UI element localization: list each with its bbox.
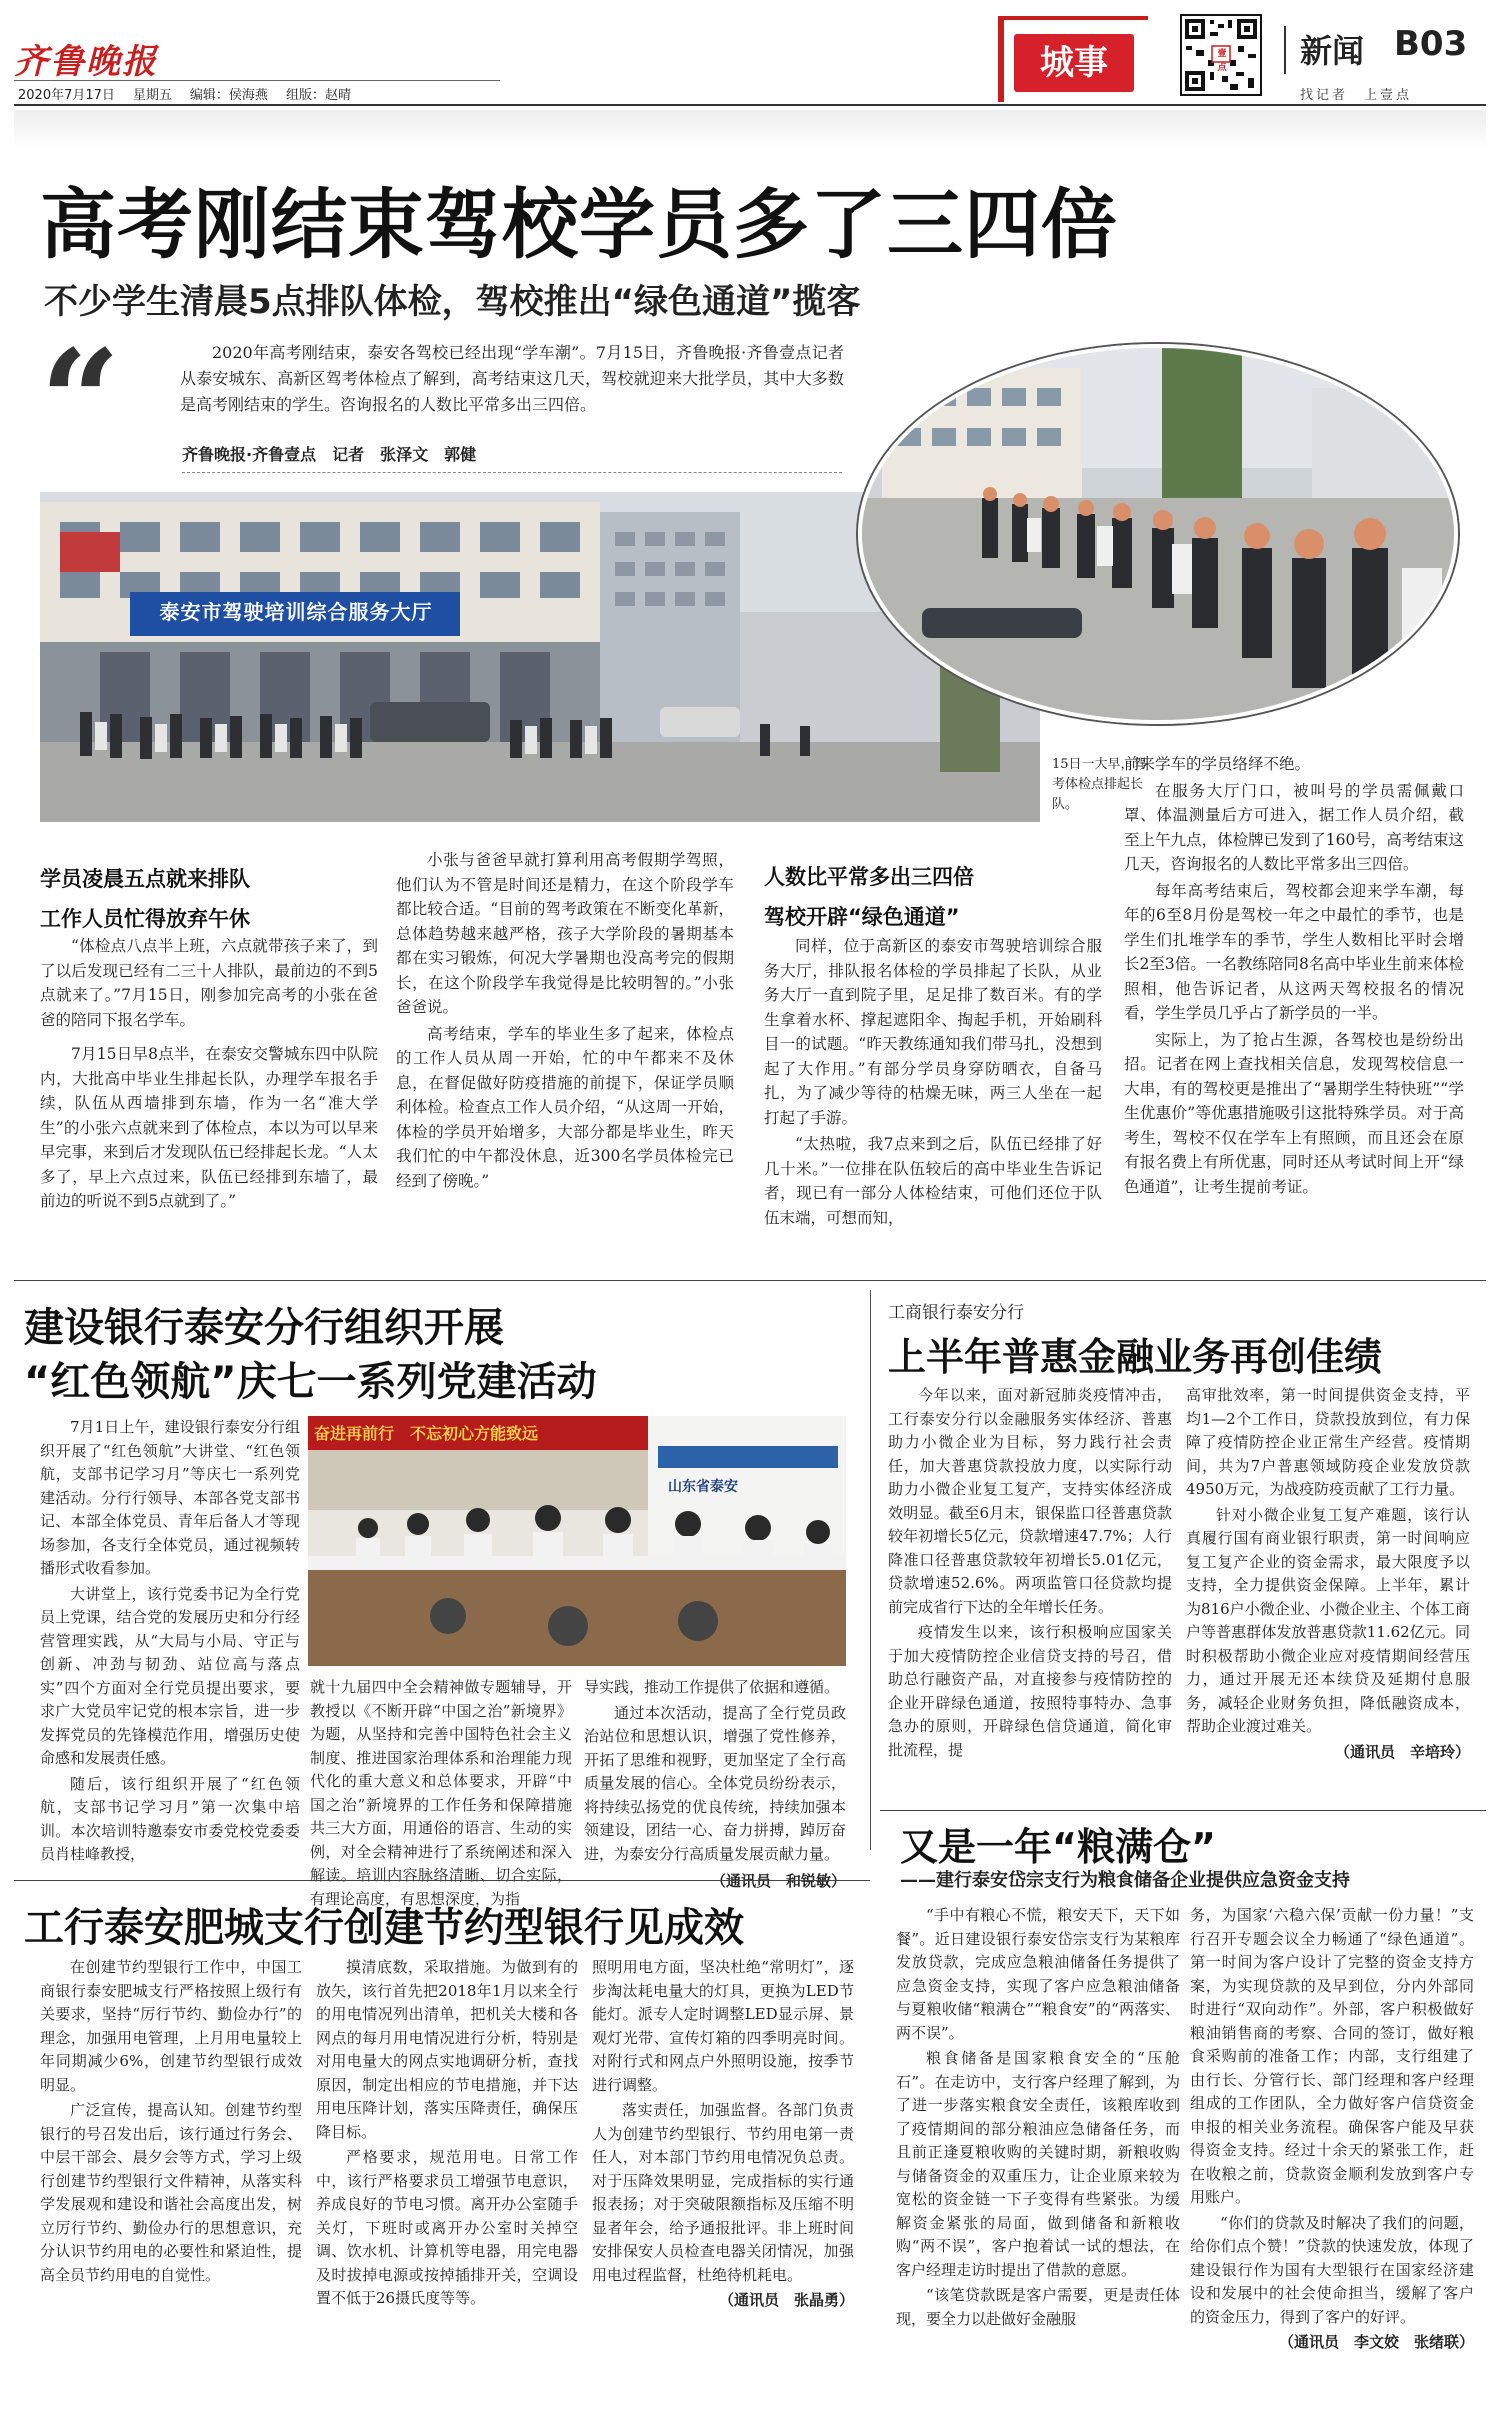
main-headline: 高考刚结束驾校学员多了三四倍	[40, 180, 1118, 269]
editor-credit: 编辑：侯海燕	[189, 88, 268, 103]
article2-col2: 就十九届四中全会精神做专题辅导，开教授以《不断开辟“中国之治”新境界》为题，从坚持和完善中国特色社会主义制度、推进国家治理体系和治理能力现代化的重大意义和总体要求，开辟“中国之治”新境界的工作任务和保障措施共三大方面，用通俗的语言、生动的实例，对全会精神进行了系统阐述和深入解读。培训内容脉络清晰、切合实际，有理论高度，有思想深度，为指	[310, 1678, 572, 1908]
article5-col2: 务，为国家‘六稳六保’贡献一份力量！”支行召开专题会议全力畅通了“绿色通道”。第一时间为客户设计了完整的资金支持方案，为实现贷款的及早到位，分内外部同时进行“双向动作”。外部，客户积极做好粮油销售商的考察、合同的签订，做好粮食采购前的准备工作；内部，支行组建了由行长、分管行长、部门经理和客户经理组成的工作团队，全力做好客户信贷资金申报的相关业务流程。确保客户能及早获得资金支持。经过十余天的紧张工作，赶在收粮之前，贷款资金顺利发放到客户专用账户。 “你们的贷款及时解决了我们的问题，给你们点个赞！”贷款的快速发放，体现了建设银行作为国有大型银行在国家经济建设和发展中的社会使命担当，缓解了客户的资金压力，得到了客户的好评。 （通讯员 李文姣 张绪联）	[1190, 1906, 1474, 2351]
photo-party-meeting	[308, 1416, 846, 1666]
page-number: B03	[1394, 24, 1468, 64]
article2-col1: 7月1日上午，建设银行泰安分行组织开展了“红色领航”大讲堂、“红色领航，支部书记学习月”等庆七一系列党建活动。分行行领导、本部各党支部书记、本部全体党员、青年后备人才等现场参加，各支行全体党员，通过视频转播形式收看参加。 大讲堂上，该行党委书记为全行党员上党课，结合党的发展历史和分行经营管理实践，从“大局与小局、守正与创新、冲劲与韧劲、站位高与落点实”四个方面对全行党员提出要求，要求广大党员牢记党的根本宗旨，进一步发挥党员的先锋模范作用，增强历史使命感和发展责任感。 随后，该行组织开展了“红色领航，支部书记学习月”第一次集中培训。本次培训特邀泰安市委党校党委委员肖桂峰教授，	[40, 1418, 300, 1863]
quote-mark-icon: “	[40, 320, 121, 484]
qr-code-icon: 壹点	[1180, 14, 1262, 96]
article3-col1: 今年以来，面对新冠肺炎疫情冲击，工行泰安分行以金融服务实体经济、普惠助力小微企业为目标，努力践行社会责任，加大普惠贷款投放力度，以实际行动助力小微企业复工复产，支持实体经济成效明显。截至6月末，银保监口径普惠贷款较年初增长5亿元，贷款增速47.7%；人行降准口径普惠贷款较年初增长5.01亿元，贷款增速52.6%。两项监管口径贷款均提前完成省行下达的全年增长任务。 疫情发生以来，该行积极响应国家关于加大疫情防控企业信贷支持的号召，借助总行融资产品，对直接参与疫情防控的企业开辟绿色通道，按照特事特办、急事急办的原则，开辟绿色信贷通道，简化审批流程，提	[888, 1386, 1172, 1759]
issue-weekday: 星期五	[132, 88, 172, 103]
article3-kicker: 工商银行泰安分行	[888, 1303, 1024, 1323]
article1-subhead-1: 学员凌晨五点就来排队 工作人员忙得放弃午休	[40, 867, 250, 931]
article5-col1: “手中有粮心不慌，粮安天下，天下如餐”。近日建设银行泰安岱宗支行为某粮库发放贷款，完成应急粮油储备任务提供了应急资金支持，实现了客户应急粮油储备与夏粮收储“粮满仓”“粮食安”的“两落实、两不误”。 粮食储备是国家粮食安全的“压舱石”。在走访中，支行客户经理了解到，为了进一步落实粮食安全责任，该粮库收到了疫情期间的部分粮油应急储备任务，而且前正逢夏粮收购的关键时期，新粮收购与储备资金的双重压力，让企业原来较为宽松的资金链一下子变得有些紧张。为缓解资金紧张的局面，做到储备和新粮收购“两不误”，客户抱着试一试的想法，在客户经理走访时提出了借款的意愿。 “该笔贷款既是客户需要，更是责任体现，要全力以赴做好金融服	[896, 1906, 1180, 2328]
article3-title: 上半年普惠金融业务再创佳绩	[888, 1335, 1383, 1379]
main-subheadline: 不少学生清晨5点排队体检，驾校推出“绿色通道”揽客	[44, 282, 861, 322]
photo-caption: 15日一大早，驾考体检点排起长队。	[1052, 757, 1147, 812]
article5-title: 又是一年“粮满仓”	[900, 1825, 1216, 1869]
section-tag: 城事	[998, 16, 1148, 102]
newspaper-logo: 齐鲁晚报	[14, 42, 158, 82]
article4-col3: 照明用电方面，坚决杜绝“常明灯”，逐步淘汰耗电量大的灯具，更换为LED节能灯。派专人定时调整LED显示屏、景观灯光带、宣传灯箱的四季明亮时间。对附行式和网点户外照明设施，按季节进行调整。 落实责任，加强监督。各部门负责人为创建节约型银行、节约用电第一责任人，对本部门节约用电情况负总责。对于压降效果明显，完成指标的实行通报表扬；对于突破限额指标及压缩不明显者年会，给予通报批评。非上班时间安排保安人员检查电器关闭情况，加强用电过程监督，杜绝待机耗电。 （通讯员 张晶勇）	[592, 1958, 854, 2309]
article4-col2: 摸清底数，采取措施。为做到有的放矢，该行首先把2018年1月以来全行的用电情况列出清单，把机关大楼和各网点的每月用电情况进行分析，特别是对用电量大的网点实地调研分析，查找原因，制定出相应的节电措施，并下达用电压降计划，落实压降责任，确保压降目标。 严格要求，规范用电。日常工作中，该行严格要求员工增强节电意识，养成良好的节电习惯。离开办公室随手关灯，下班时或离开办公室时关掉空调、饮水机、计算机等电器，用完电器及时拔掉电源或按掉插排开关，空调设置不低于26摄氏度等等。	[316, 1958, 578, 2307]
column-name: 新闻	[1300, 32, 1365, 70]
article1-col1: “体检点八点半上班，六点就带孩子来了，到了以后发现已经有二三十人排队，最前边的不到5点就来了。”7月15日，刚参加完高考的小张在爸爸的陪同下报名学车。 7月15日早8点半，在泰安交警城东四中队院内，大批高中毕业生排起长队，办理学车报名手续，队伍从西墙排到东墙，作为一名“准大学生”的小张六点就来到了体检点，本以为可以早来早完事，来到后才发现队伍已经排起长龙。“人太多了，早上六点过来，队伍已经排到东墙了，最前边的听说不到5点就到了。”	[40, 937, 378, 1210]
article2-title-2: “红色领航”庆七一系列党建活动	[24, 1359, 597, 1405]
article2-title-1: 建设银行泰安分行组织开展	[24, 1305, 504, 1351]
article4-col1: 在创建节约型银行工作中，中国工商银行泰安肥城支行严格按照上级行有关要求，坚持“厉行节约、勤俭办行”的理念，加强用电管理，上月用电量较上年同期减少6%，创建节约型银行成效明显。 广泛宣传，提高认知。创建节约型银行的号召发出后，该行通过行务会、中层干部会、晨夕会等方式，学习上级行创建节约型银行文件精神，从落实科学发展观和建设和谐社会高度出发，树立厉行节约、勤俭办行的思想意识，充分认识节约用电的必要性和紧迫性，提高全员节约用电的自觉性。	[40, 1958, 302, 2284]
article1-subhead-2: 人数比平常多出三四倍 驾校开辟“绿色通道”	[764, 865, 974, 929]
article1-col3: 同样，位于高新区的泰安市驾驶培训综合服务大厅，排队报名体检的学员排起了长队，从业务大厅一直到院子里，足足排了数百米。有的学生拿着水杯、撑起遮阳伞、掏起手机，开始刷科目一的试题。“昨天教练通知我们带马扎，没想到起了大作用。”有部分学员身穿防晒衣，自备马扎，为了减少等待的枯燥无味，两三人坐在一起打起了手游。 “太热啦，我7点来到之后，队伍已经排了好几十米。”一位排在队伍较后的高中毕业生告诉记者，现已有一部分人体检结束，可他们还位于队伍末端，可想而知，	[764, 937, 1102, 1227]
article1-col4: 前来学车的学员络绎不绝。 在服务大厅门口，被叫号的学员需佩戴口罩、体温测量后方可进入，据工作人员介绍，截至上午九点，体检牌已发到了160号，高考结束这几天，咨询报名的人数比平常多出三四倍。 每年高考结束后，驾校都会迎来学车潮，每年的6至8月份是驾校一年之中最忙的季节，也是学生们扎堆学车的季节，学生人数相比平时会增长2至3倍。一名教练陪同8名高中毕业生前来体检照相，他告诉记者，从这两天驾校报名的情况看，学生学员几乎占了新学员的一半。 实际上，为了抢占生源，各驾校也是纷纷出招。记者在网上查找相关信息，发现驾校信息一大串，有的驾校更是推出了“暑期学生特快班”“学生优惠价”等优惠措施吸引这批特殊学员。对于高考生，驾校不仅在学车上有照顾，而且还会在原有报名费上有所优惠，同时还从考试时间上开“绿色通道”，让考生提前考证。	[1124, 755, 1464, 1196]
photo-queue-circle	[858, 344, 1458, 724]
article5-subtitle: ——建行泰安岱宗支行为粮食储备企业提供应急资金支持	[900, 1870, 1350, 1891]
lead-paragraph: 2020年高考刚结束，泰安各驾校已经出现“学车潮”。7月15日，齐鲁晚报·齐鲁壹点记者从泰安城东、高新区驾考体检点了解到，高考结束这几天，驾校就迎来大批学员，其中大多数是高考刚结束的学生。咨询报名的人数比平常多出三四倍。	[180, 343, 844, 414]
article4-title: 工行泰安肥城支行创建节约型银行见成效	[24, 1905, 744, 1951]
byline: 齐鲁晚报·齐鲁壹点 记者 张泽文 郭健	[182, 445, 477, 464]
photo-sign-text: 山东省泰安	[668, 1479, 738, 1495]
article2-col3: 导实践，推动工作提供了依据和遵循。 通过本次活动，提高了全行党员政治站位和思想认识，增强了党性修养，开拓了思维和视野，更加坚定了全行高质量发展的信心。全体党员纷纷表示，将持续弘扬党的优良传统，持续加强本领建设，团结一心、奋力拼搏，踔厉奋进，为泰安分行高质量发展贡献力量。 （通讯员 和锐敏）	[584, 1678, 846, 1890]
photo-banner-text: 奋进再前行 不忘初心方能致远	[314, 1424, 539, 1443]
designer-credit: 组版：赵晴	[285, 88, 351, 103]
article3-col2: 高审批效率，第一时间提供资金支持，平均1—2个工作日，贷款投放到位，有力保障了疫情防控企业正常生产经营。疫情期间，共为7户普惠领域防疫企业发放贷款4950万元，为战疫防疫贡献了工行力量。 针对小微企业复工复产难题，该行认真履行国有商业银行职责，第一时间响应复工复产企业的资金需求，最大限度予以支持，全力提供资金保障。上半年，累计为816户小微企业、小微企业主、个体工商户等普惠群体发放普惠贷款11.62亿元。同时积极帮助小微企业应对疫情期间经营压力，通过开展无还本续贷及延期付息服务，减轻企业财务负担，降低融资成本，帮助企业渡过难关。 （通讯员 辛培玲）	[1186, 1386, 1470, 1761]
header-band	[14, 110, 1486, 150]
issue-date: 2020年7月17日	[18, 88, 115, 103]
building-sign: 泰安市驾驶培训综合服务大厅	[159, 600, 433, 624]
slogan: 找记者 上壹点	[1300, 88, 1413, 103]
article1-col2: 小张与爸爸早就打算利用高考假期学驾照，他们认为不管是时间还是精力，在这个阶段学车都比较合适。“目前的驾考政策在不断变化革新，总体趋势越来越严格，孩子大学阶段的暑期基本都在实习锻炼，何况大学暑期也没高考完的假期长，在这个阶段学车我觉得是比较明智的。”小张爸爸说。 高考结束，学车的毕业生多了起来，体检点的工作人员从周一开始，忙的中午都来不及休息，在督促做好防疫措施的前提下，保证学员顺利体检。检查点工作人员介绍，“从这周一开始，体检的学员开始增多，大部分都是毕业生，昨天我们忙的中午都没休息，近300名学员体检完已经到了傍晚。”	[396, 851, 734, 1190]
